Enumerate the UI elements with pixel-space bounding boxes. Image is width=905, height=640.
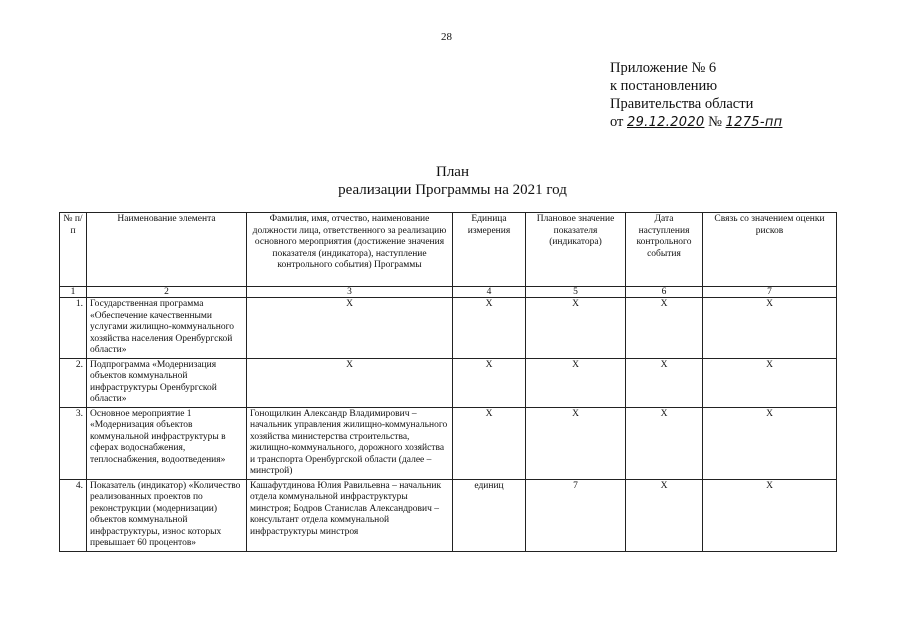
row-number: 1. — [60, 298, 87, 359]
row-risk-link: Х — [703, 358, 837, 407]
row-risk-link: Х — [703, 407, 837, 479]
row-responsible: Х — [247, 358, 453, 407]
appendix-title: Приложение № 6 — [610, 60, 717, 76]
row-unit: единиц — [453, 479, 526, 551]
appendix-date-line — [610, 113, 782, 132]
table-row — [60, 298, 837, 359]
title-subtitle: реализации Программы на 2021 год — [338, 182, 567, 198]
number-prefix: № — [708, 114, 722, 130]
row-event-date: Х — [626, 358, 703, 407]
table-row — [60, 479, 837, 551]
row-number: 4. — [60, 479, 87, 551]
title-plan: План — [435, 164, 469, 180]
row-unit: Х — [453, 407, 526, 479]
column-number: 3 — [247, 287, 453, 298]
row-responsible: Кашафутдинова Юлия Равильевна – начальник отдела коммунальной инфраструктуры минстроя; Бодров Станислав Александрович – консультант отдела коммунальной инфраструктуры минстроя — [247, 479, 453, 551]
row-planned-value: Х — [526, 358, 626, 407]
row-planned-value: Х — [526, 298, 626, 359]
header-risk-link: Связь со значением оценки рисков — [703, 213, 837, 287]
header-responsible: Фамилия, имя, отчество, наименование должности лица, ответственного за реализацию основного мероприятия (достижение значения показателя (индикатора), наступление контрольного события) Программы — [247, 213, 453, 287]
row-event-date: Х — [626, 407, 703, 479]
table-header-row — [60, 213, 837, 287]
row-element: Основное мероприятие 1 «Модернизация объектов коммунальной инфраструктуры в сферах водоснабжения, теплоснабжения, водоотведения» — [87, 407, 247, 479]
appendix-block — [610, 59, 782, 132]
row-planned-value: 7 — [526, 479, 626, 551]
row-unit: Х — [453, 358, 526, 407]
row-responsible: Х — [247, 298, 453, 359]
column-number: 7 — [703, 287, 837, 298]
header-event-date: Дата наступления контрольного события — [626, 213, 703, 287]
row-number: 3. — [60, 407, 87, 479]
column-number: 4 — [453, 287, 526, 298]
handwritten-date: 29.12.2020 — [627, 115, 705, 130]
column-number-row — [60, 287, 837, 298]
document-title — [0, 163, 905, 199]
column-number: 2 — [87, 287, 247, 298]
page-number: 28 — [441, 31, 452, 43]
plan-table — [59, 212, 837, 552]
header-number: № п/п — [60, 213, 87, 287]
header-planned-value: Плановое значение показателя (индикатора) — [526, 213, 626, 287]
table-row — [60, 407, 837, 479]
row-element: Подпрограмма «Модернизация объектов коммунальной инфраструктуры Оренбургской области» — [87, 358, 247, 407]
row-planned-value: Х — [526, 407, 626, 479]
date-prefix: от — [610, 114, 624, 130]
column-number: 5 — [526, 287, 626, 298]
row-event-date: Х — [626, 479, 703, 551]
row-event-date: Х — [626, 298, 703, 359]
header-element: Наименование элемента — [87, 213, 247, 287]
row-unit: Х — [453, 298, 526, 359]
row-element: Показатель (индикатор) «Количество реализованных проектов по реконструкции (модернизации) объектов коммунальной инфраструктуры, износ которых превышает 60 процентов» — [87, 479, 247, 551]
header-unit: Единица измерения — [453, 213, 526, 287]
row-number: 2. — [60, 358, 87, 407]
handwritten-number: 1275-пп — [725, 115, 783, 130]
row-element: Государственная программа «Обеспечение качественными услугами жилищно-коммунального хозяйства населения Оренбургской области» — [87, 298, 247, 359]
appendix-line-government: Правительства области — [610, 96, 754, 112]
column-number: 1 — [60, 287, 87, 298]
row-risk-link: Х — [703, 298, 837, 359]
row-responsible: Гонощилкин Александр Владимирович – начальник управления жилищно-коммунального хозяйства министерства строительства, жилищно-коммунального, дорожного хозяйства и транспорта Оренбургской области (далее – минстрой) — [247, 407, 453, 479]
row-risk-link: Х — [703, 479, 837, 551]
appendix-line-decree: к постановлению — [610, 78, 718, 94]
column-number: 6 — [626, 287, 703, 298]
table-row — [60, 358, 837, 407]
